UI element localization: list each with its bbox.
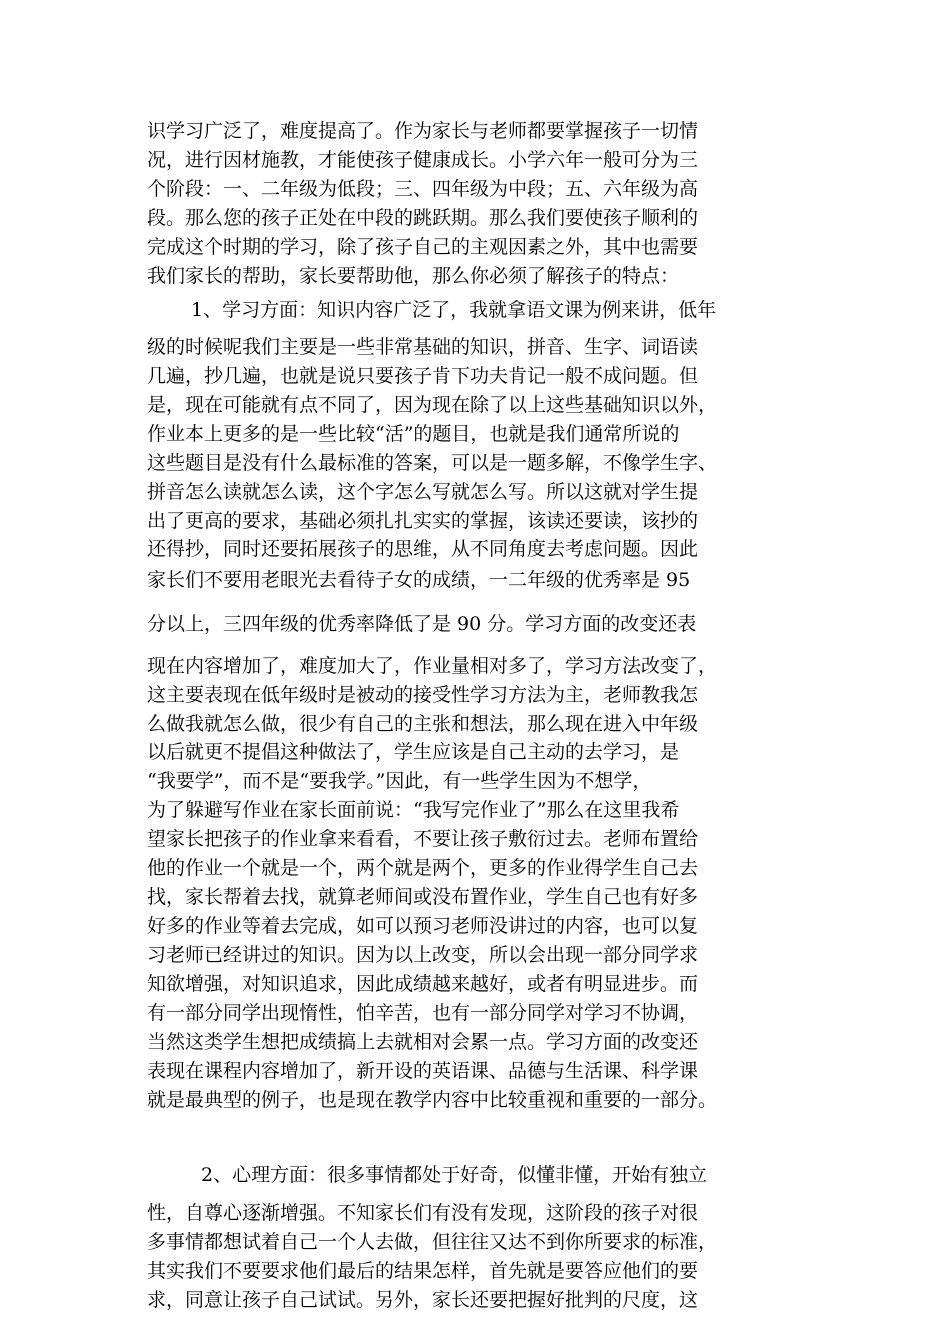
text-line: 拼音怎么读就怎么读，这个字怎么写就怎么写。所以这就对学生提	[147, 481, 699, 503]
text-line: 况，进行因材施教，才能使孩子健康成长。小学六年一般可分为三	[147, 149, 699, 171]
text-line: 望家长把孩子的作业拿来看看，不要让孩子敷衍过去。老师布置给	[147, 828, 699, 850]
text-line: 好多的作业等着去完成，如可以预习老师没讲过的内容，也可以复	[147, 915, 699, 937]
text-line: 就是最典型的例子，也是现在教学内容中比较重视和重要的一部分。	[147, 1089, 718, 1111]
text-line: 表现在课程内容增加了，新开设的英语课、品德与生活课、科学课	[147, 1060, 699, 1082]
text-line: 求，同意让孩子自己试试。另外，家长还要把握好批判的尺度，这	[147, 1289, 699, 1311]
text-line: 当然这类学生想把成绩搞上去就相对会累一点。学习方面的改变还	[147, 1031, 699, 1053]
text-line: 现在内容增加了，难度加大了，作业量相对多了，学习方法改变了，	[147, 655, 718, 677]
text-line: 分以上，三四年级的优秀率降低了是 90 分。学习方面的改变还表	[147, 613, 697, 635]
text-line: “我要学”，而不是“要我学。”因此，有一些学生因为不想学，	[147, 770, 652, 792]
text-line: 么做我就怎么做，很少有自己的主张和想法，那么现在进入中年级	[147, 713, 699, 735]
text-line: 作业本上更多的是一些比较“活”的题目，也就是我们通常所说的	[147, 423, 680, 445]
text-line: 这主要表现在低年级时是被动的接受性学习方法为主，老师教我怎	[147, 684, 699, 706]
text-line: 还得抄，同时还要拓展孩子的思维，从不同角度去考虑问题。因此	[147, 538, 699, 560]
text-line: 找，家长帮着去找，就算老师间或没布置作业，学生自己也有好多	[147, 886, 699, 908]
text-line: 知欲增强，对知识追求，因此成绩越来越好，或者有明显进步。而	[147, 973, 699, 995]
text-line: 级的时候呢我们主要是一些非常基础的知识，拼音、生字、词语读	[147, 336, 699, 358]
text-line: 几遍，抄几遍，也就是说只要孩子肯下功夫肯记一般不成问题。但	[147, 365, 699, 387]
text-line: 完成这个时期的学习，除了孩子自己的主观因素之外，其中也需要	[147, 236, 699, 258]
text-line: 识学习广泛了，难度提高了。作为家长与老师都要掌握孩子一切情	[147, 120, 699, 142]
text-line: 家长们不要用老眼光去看待子女的成绩，一二年级的优秀率是 95	[147, 569, 691, 591]
text-line: 性，自尊心逐渐增强。不知家长们有没有发现，这阶段的孩子对很	[147, 1202, 699, 1224]
text-line: 是，现在可能就有点不同了，因为现在除了以上这些基础知识以外，	[147, 394, 718, 416]
text-line: 有一部分同学出现惰性，怕辛苦，也有一部分同学对学习不协调，	[147, 1002, 699, 1024]
text-line: 以后就更不提倡这种做法了，学生应该是自己主动的去学习，是	[147, 741, 680, 763]
section-heading-psychology: 2、心理方面：很多事情都处于好奇，似懂非懂，开始有独立	[201, 1164, 708, 1186]
text-line: 出了更高的要求，基础必须扎扎实实的掌握，该读还要读，该抄的	[147, 510, 699, 532]
text-line: 我们家长的帮助，家长要帮助他，那么你必须了解孩子的特点：	[147, 265, 680, 287]
text-line: 段。那么您的孩子正处在中段的跳跃期。那么我们要使孩子顺利的	[147, 207, 699, 229]
section-heading-study: 1、学习方面：知识内容广泛了，我就拿语文课为例来讲，低年	[191, 299, 717, 321]
text-line: 这些题目是没有什么最标准的答案，可以是一题多解，不像学生字、	[147, 452, 718, 474]
text-line: 习老师已经讲过的知识。因为以上改变，所以会出现一部分同学求	[147, 944, 699, 966]
text-line: 他的作业一个就是一个，两个就是两个，更多的作业得学生自己去	[147, 857, 699, 879]
text-line: 为了躲避写作业在家长面前说：“我写完作业了”那么在这里我希	[147, 799, 680, 821]
text-line: 个阶段：一、二年级为低段；三、四年级为中段；五、六年级为高	[147, 178, 699, 200]
text-line: 多事情都想试着自己一个人去做，但往往又达不到你所要求的标准，	[147, 1231, 718, 1253]
text-line: 其实我们不要要求他们最后的结果怎样，首先就是要答应他们的要	[147, 1260, 699, 1282]
